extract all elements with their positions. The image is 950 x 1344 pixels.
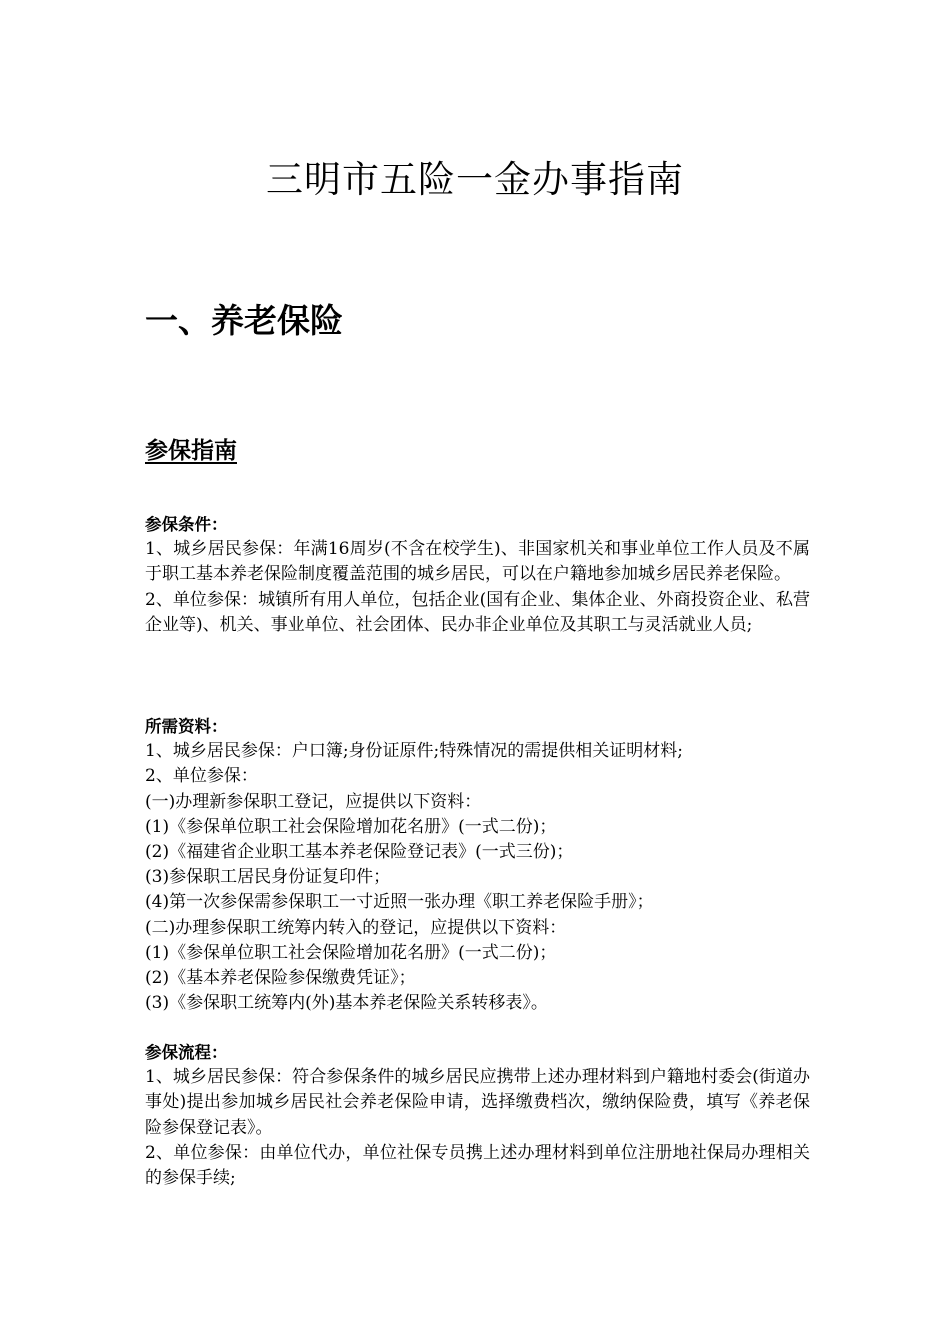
materials-line: (二)办理参保职工统筹内转入的登记，应提供以下资料： (145, 917, 567, 938)
process-section (145, 1040, 810, 1191)
materials-line: (1)《参保单位职工社会保险增加花名册》(一式二份)； (145, 816, 557, 837)
materials-line: 1、城乡居民参保：户口簿;身份证原件;特殊情况的需提供相关证明材料; (145, 741, 683, 762)
materials-line: (4)第一次参保需参保职工一寸近照一张办理《职工养老保险手册》； (145, 892, 654, 913)
materials-label: 所需资料： (145, 717, 228, 736)
conditions-item-1: 1、城乡居民参保：年满16周岁(不含在校学生)、非国家机关和事业单位工作人员及不属于职工基本养老保险制度覆盖范围的城乡居民，可以在户籍地参加城乡居民养老保险。 (145, 539, 810, 585)
conditions-label: 参保条件： (145, 515, 228, 534)
materials-line: (1)《参保单位职工社会保险增加花名册》(一式二份)； (145, 942, 557, 963)
materials-line: (2)《福建省企业职工基本养老保险登记表》(一式三份)； (145, 842, 574, 863)
process-item-2: 2、单位参保：由单位代办，单位社保专员携上述办理材料到单位注册地社保局办理相关的参保手续; (145, 1142, 810, 1189)
sub-heading-enrollment-guide: 参保指南 (145, 438, 237, 464)
materials-line: (2)《基本养老保险参保缴费凭证》； (145, 968, 416, 989)
section-heading-pension: 一、养老保险 (145, 301, 343, 340)
conditions-item-2: 2、单位参保：城镇所有用人单位，包括企业(国有企业、集体企业、外商投资企业、私营企业等)、机关、事业单位、社会团体、民办非企业单位及其职工与灵活就业人员; (145, 589, 810, 635)
conditions-section (145, 512, 810, 638)
materials-line: 2、单位参保： (145, 766, 258, 787)
materials-line: (3)《参保职工统筹内(外)基本养老保险关系转移表》。 (145, 993, 548, 1014)
process-item-1: 1、城乡居民参保：符合参保条件的城乡居民应携带上述办理材料到户籍地村委会(街道办事处)提出参加城乡居民社会养老保险申请，选择缴费档次，缴纳保险费，填写《养老保险参保登记表》。 (145, 1067, 810, 1138)
materials-section (145, 714, 810, 1016)
process-label: 参保流程： (145, 1043, 228, 1062)
materials-line: (3)参保职工居民身份证复印件； (145, 867, 391, 888)
materials-line: (一)办理新参保职工登记，应提供以下资料： (145, 791, 482, 812)
document-title: 三明市五险一金办事指南 (266, 158, 684, 201)
